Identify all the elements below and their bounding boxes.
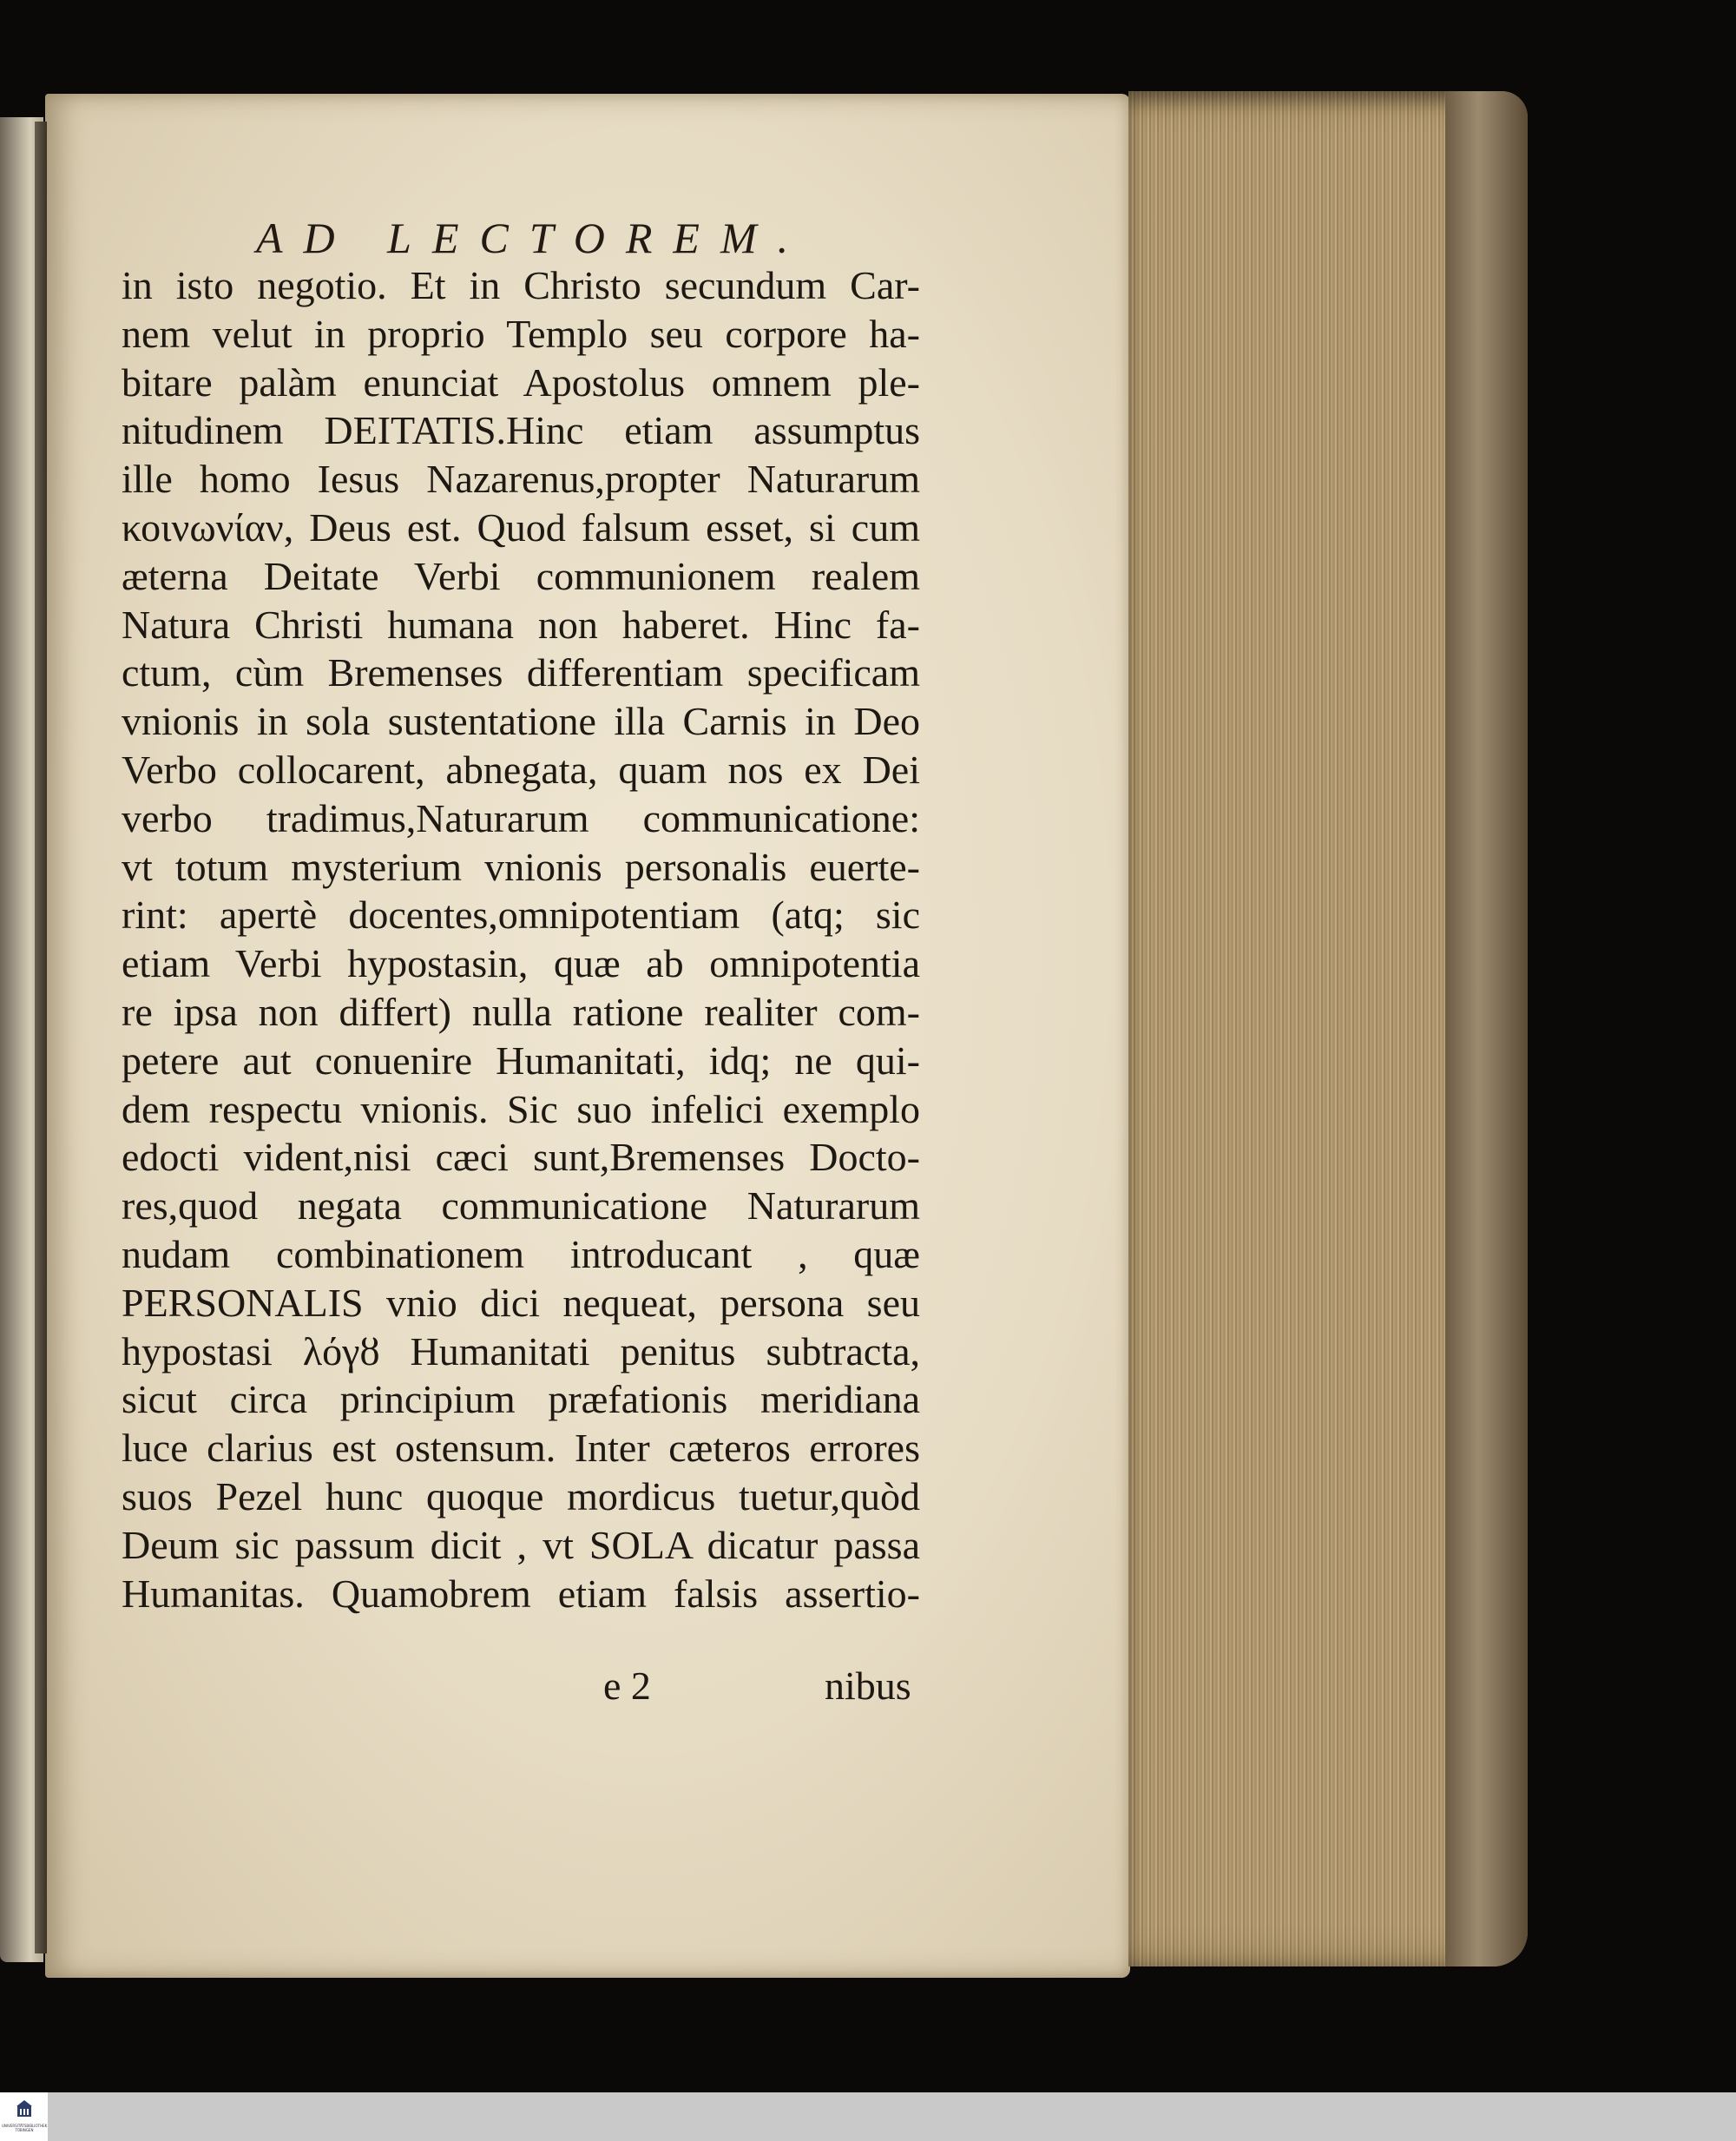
running-head: AD LECTOREM.	[256, 214, 810, 262]
text-line: re ipsa non differt) nulla ratione realiter com-	[122, 990, 920, 1034]
library-logo[interactable]	[0, 2092, 48, 2141]
text-line: petere aut conuenire Humanitati, idq; ne qui-	[122, 1038, 920, 1083]
text-line: res,quod negata communicatione Naturarum	[122, 1183, 920, 1229]
text-line: nudam combinationem introducant , quæ	[122, 1232, 920, 1276]
text-line: Natura Christi humana non haberet. Hinc fa-	[122, 602, 920, 647]
text-line: PERSONALIS vnio dici nequeat, persona seu	[122, 1280, 920, 1325]
text-line: in isto negotio. Et in Christo secundum Car-	[122, 263, 920, 307]
text-line: luce clarius est ostensum. Inter cæteros errores	[122, 1426, 920, 1471]
text-line: ctum, cùm Bremenses differentiam specificam	[122, 650, 920, 695]
text-line: Deum sic passum dicit , vt SOLA dicatur passa	[122, 1522, 920, 1567]
text-line: hypostasi λόγȣ Humanitati penitus subtracta,	[122, 1328, 920, 1374]
text-line: edocti vident,nisi cæci sunt,Bremenses Docto-	[122, 1135, 920, 1180]
catchword: nibus	[825, 1663, 911, 1708]
text-line: verbo tradimus,Naturarum communicatione:	[122, 795, 920, 840]
library-building-icon	[16, 2099, 33, 2118]
text-line: nitudinem DEITATIS.Hinc etiam assumptus	[122, 408, 920, 453]
text-line: Humanitas. Quamobrem etiam falsis assertio-	[122, 1571, 920, 1616]
library-logo-text: UNIVERSITÄTSBIBLIOTHEK TÜBINGEN	[2, 2124, 48, 2132]
signature-mark: e 2	[603, 1663, 651, 1708]
text-line: ille homo Iesus Nazarenus,propter Naturarum	[122, 457, 920, 502]
viewer-footer-bar	[0, 2092, 1736, 2141]
page-edges	[1128, 91, 1528, 1966]
text-line: rint: apertè docentes,omnipotentiam (atq; sic	[122, 893, 920, 938]
text-line: vnionis in sola sustentatione illa Carnis in Deo	[122, 699, 920, 744]
text-line: κοινωνίαν, Deus est. Quod falsum esset, si cum	[122, 505, 920, 550]
text-line: sicut circa principium præfationis meridiana	[122, 1377, 920, 1422]
text-line: dem respectu vnionis. Sic suo infelici exemplo	[122, 1086, 920, 1131]
text-line: Verbo collocarent, abnegata, quam nos ex Dei	[122, 748, 920, 792]
text-line: nem velut in proprio Templo seu corpore ha-	[122, 311, 920, 356]
text-line: etiam Verbi hypostasin, quæ ab omnipotentia	[122, 941, 920, 986]
text-line: vt totum mysterium vnionis personalis euerte-	[122, 844, 920, 889]
text-line: suos Pezel hunc quoque mordicus tuetur,quòd	[122, 1474, 920, 1518]
text-line: bitare palàm enunciat Apostolus omnem ple-	[122, 359, 920, 405]
text-line: æterna Deitate Verbi communionem realem	[122, 553, 920, 598]
book-gutter	[35, 122, 47, 1953]
